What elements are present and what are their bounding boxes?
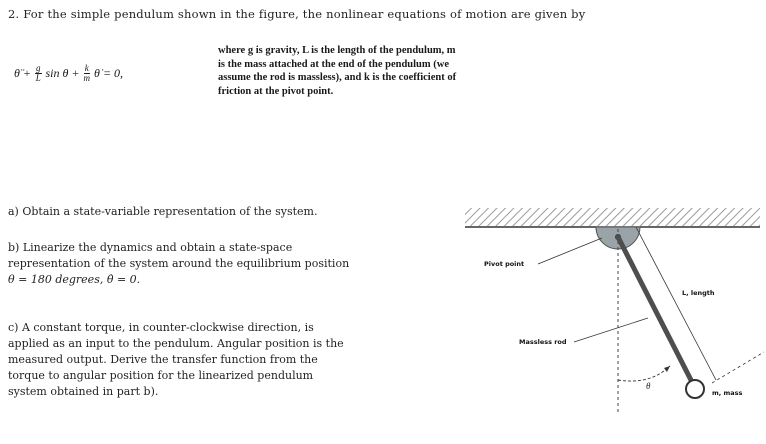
pivot-point-label: Pivot point — [484, 260, 525, 268]
description-line: is the mass attached at the end of the pendulum (we — [218, 58, 449, 70]
part-c-line: system obtained in part b). — [8, 385, 159, 398]
equals-zero: = 0, — [102, 66, 124, 80]
part-c-line: measured output. Derive the transfer function from the — [8, 353, 318, 366]
plus-sign: + — [22, 66, 32, 80]
angle-arc — [618, 366, 670, 381]
pendulum-mass — [686, 380, 704, 398]
plus-sign: + — [71, 66, 80, 80]
rod-leader-line — [574, 318, 648, 342]
sin-theta: sin θ — [45, 66, 69, 80]
angle-arrowhead — [664, 366, 670, 372]
fraction-numerator: k — [84, 63, 89, 73]
problem-header: 2. For the simple pendulum shown in the figure, the nonlinear equations of motion are given by — [8, 7, 586, 21]
length-dimension-line — [636, 227, 716, 380]
pivot-leader-line — [538, 238, 602, 264]
part-c-line: applied as an input to the pendulum. Angular position is the — [8, 337, 344, 350]
ceiling-hatch — [465, 208, 760, 226]
part-c-line: torque to angular position for the linearized pendulum — [8, 369, 314, 382]
theta-dot: θ̇ — [94, 66, 100, 80]
description-line: assume the rod is massless), and k is the coefficient of — [218, 72, 457, 83]
fraction-denominator: m — [83, 73, 91, 83]
part-b-line: b) Linearize the dynamics and obtain a state-space — [8, 241, 293, 254]
theta-ddot: θ̈ — [14, 66, 20, 80]
part-a-question: a) Obtain a state-variable representation of the system. — [8, 205, 318, 218]
fraction-denominator: L — [35, 73, 41, 83]
description-line: where g is gravity, L is the length of the pendulum, m — [218, 45, 456, 56]
part-c-line: c) A constant torque, in counter-clockwise direction, is — [8, 321, 314, 334]
part-b-equilibrium: θ = 180 degrees, θ̇ = 0. — [8, 273, 141, 286]
mass-label: m, mass — [712, 389, 743, 397]
massless-rod-label: Massless rod — [519, 338, 567, 346]
pendulum-rod — [618, 237, 693, 384]
mass-leader-line — [712, 352, 764, 383]
fraction-numerator: g — [36, 63, 41, 73]
theta-label: θ — [646, 381, 651, 391]
part-b-line: representation of the system around the equilibrium position — [8, 257, 350, 270]
description-line: friction at the pivot point. — [218, 85, 334, 97]
length-label: L, length — [682, 289, 715, 297]
